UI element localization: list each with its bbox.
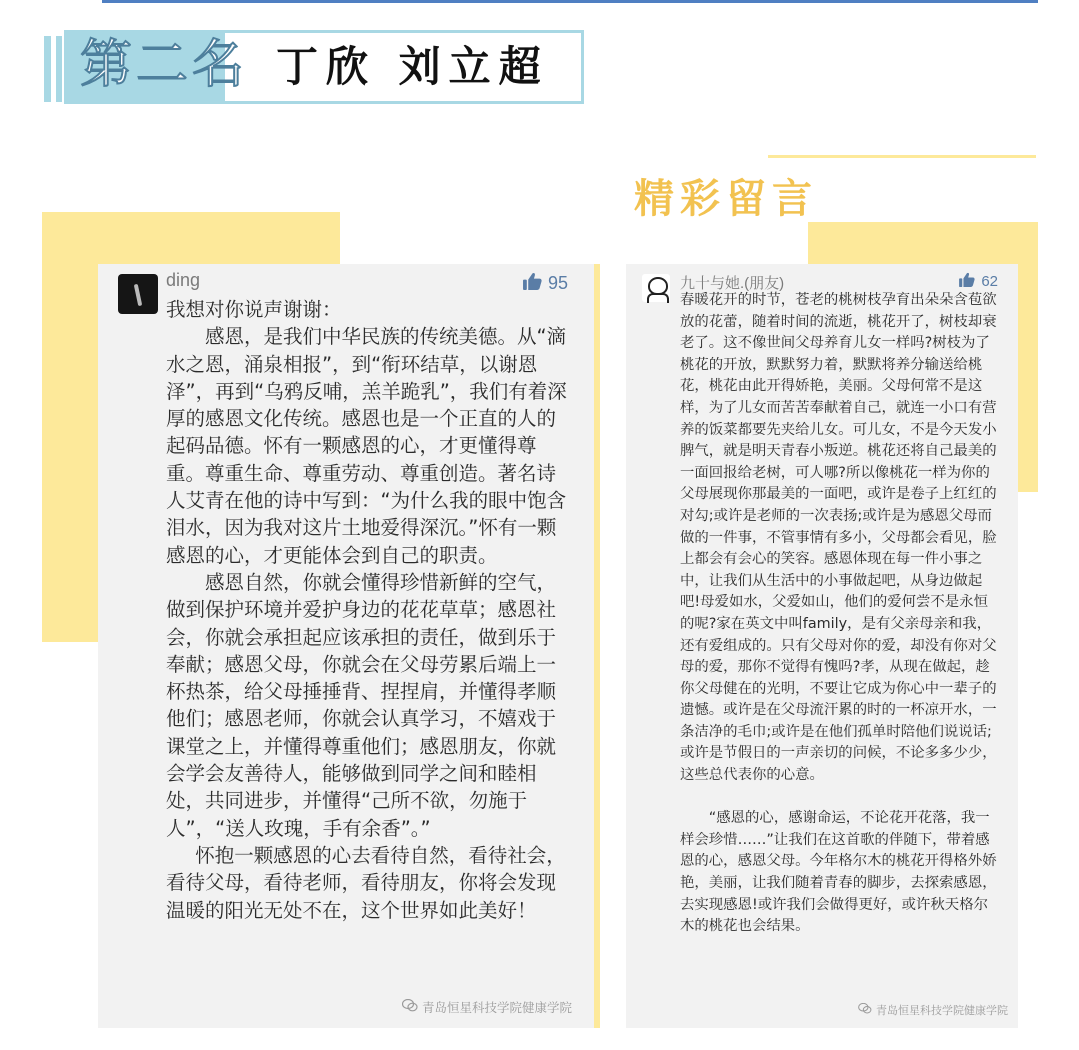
like-count: 95 xyxy=(547,273,568,293)
paragraph-gap xyxy=(680,787,1002,809)
wechat-icon xyxy=(858,1003,872,1017)
comment-username[interactable]: ding xyxy=(166,270,201,290)
winner-names: 丁欣 刘立超 xyxy=(276,42,549,91)
like-count: 62 xyxy=(981,273,998,290)
comment-paragraph: “感恩的心，感谢命运，不论花开花落，我一样会珍惜……”让我们在这首歌的伴随下，带着感恩的心，感恩父母。今年格尔木的桃花开得格外娇艳，美丽，让我们随着青春的脚步，去探索感恩，去实现感恩!或许我们会做得更好，或许秋天格尔木的桃花也会结果。 xyxy=(680,810,997,935)
wechat-icon xyxy=(402,999,418,1015)
comment-card xyxy=(98,264,600,1028)
watermark xyxy=(858,1002,1008,1018)
like-button[interactable] xyxy=(523,272,568,295)
banner-accent-bar xyxy=(56,36,62,102)
comment-text xyxy=(166,296,570,924)
thumbs-up-icon xyxy=(959,272,975,291)
banner-accent-bar xyxy=(44,36,51,102)
watermark-text: 青岛恒星科技学院健康学院 xyxy=(422,1000,573,1015)
watermark xyxy=(402,998,572,1016)
comment-paragraph: 感恩自然，你就会懂得珍惜新鲜的空气，做到保护环境并爱护身边的花花草草；感恩社会，你就会承担起应该承担的责任，做到乐于奉献；感恩父母，你就会在父母劳累后端上一杯热茶，给父母捶捶背、捏捏肩，并懂得孝顺他们；感恩老师，你就会认真学习，不嬉戏于课堂之上，并懂得尊重他们；感恩朋友，你就会学会友善待人，能够做到同学之间和睦相处，共同进步，并懂得“己所不欲，勿施于人”，“送人玫瑰，手有余香”。” xyxy=(166,570,557,840)
comment-paragraph: 怀抱一颗感恩的心去看待自然，看待社会，看待父母，看待老师，看待朋友，你将会发现温暖的阳光无处不在，这个世界如此美好！ xyxy=(166,843,566,922)
decorative-yellow-line xyxy=(768,155,1036,158)
top-divider xyxy=(102,0,1038,3)
watermark-text: 青岛恒星科技学院健康学院 xyxy=(876,1004,1008,1017)
comment-paragraph: 感恩，是我们中华民族的传统美德。从“滴水之恩，涌泉相报”，到“衔环结草，以谢恩泽”，再到“乌鸦反哺，羔羊跪乳”，我们有着深厚的感恩文化传统。感恩也是一个正直的人的起码品德。怀有一颗感恩的心，才更懂得尊重。尊重生命、尊重劳动、尊重创造。著名诗人艾青在他的诗中写到：“为什么我的眼中饱含泪水，因为我对这片土地爱得深沉。”怀有一颗感恩的心，才更能体会到自己的职责。 xyxy=(166,325,567,567)
comment-username[interactable]: 九十与她.(朋友) xyxy=(680,275,785,292)
thumbs-up-icon xyxy=(523,272,542,295)
avatar[interactable] xyxy=(118,274,158,314)
like-button[interactable] xyxy=(959,272,998,291)
comment-card xyxy=(626,264,1018,1028)
rank-label: 第二名 xyxy=(80,35,249,95)
comment-paragraph: 我想对你说声谢谢： xyxy=(166,298,342,321)
comment-paragraph: 春暖花开的时节，苍老的桃树枝孕育出朵朵含苞欲放的花蕾，随着时间的流逝，桃花开了，树枝却衰老了。这不像世间父母养育儿女一样吗?树枝为了桃花的开放，默默努力着，默默将养分输送给桃花，桃花由此开得娇艳，美丽。父母何常不是这样，为了儿女而苦苦奉献着自己，就连一小口有营养的饭菜都要先夹给儿女。可儿女，不是今天发小脾气，就是明天青春小叛逆。桃花还将自己最美的一面回报给老树，可人哪?所以像桃花一样为你的父母展现你那最美的一面吧，或许是卷子上红红的对勾;或许是老师的一次表扬;或许是为感恩父母而做的一件事，不管事情有多小，父母都会看见，脸上都会有会心的笑容。感恩体现在每一件小事之中，让我们从生活中的小事做起吧，从身边做起吧!母爱如水，父爱如山，他们的爱何尝不是永恒的呢?家在英文中叫family，是有父亲母亲和我，还有爱组成的。只有父母对你的爱，却没有你对父母的爱，那你不觉得有愧吗?孝，从现在做起，趁你父母健在的光明，不要让它成为你心中一辈子的遗憾。或许是在父母流汗累的时的一杯凉开水，一条洁净的毛巾;或许是在他们孤单时陪他们说说话;或许是节假日的一声亲切的问候，不论多多少少，这些总代表你的心意。 xyxy=(680,292,997,784)
avatar[interactable] xyxy=(642,274,670,302)
comment-text xyxy=(680,290,1002,938)
section-heading: 精彩留言 xyxy=(634,176,818,222)
